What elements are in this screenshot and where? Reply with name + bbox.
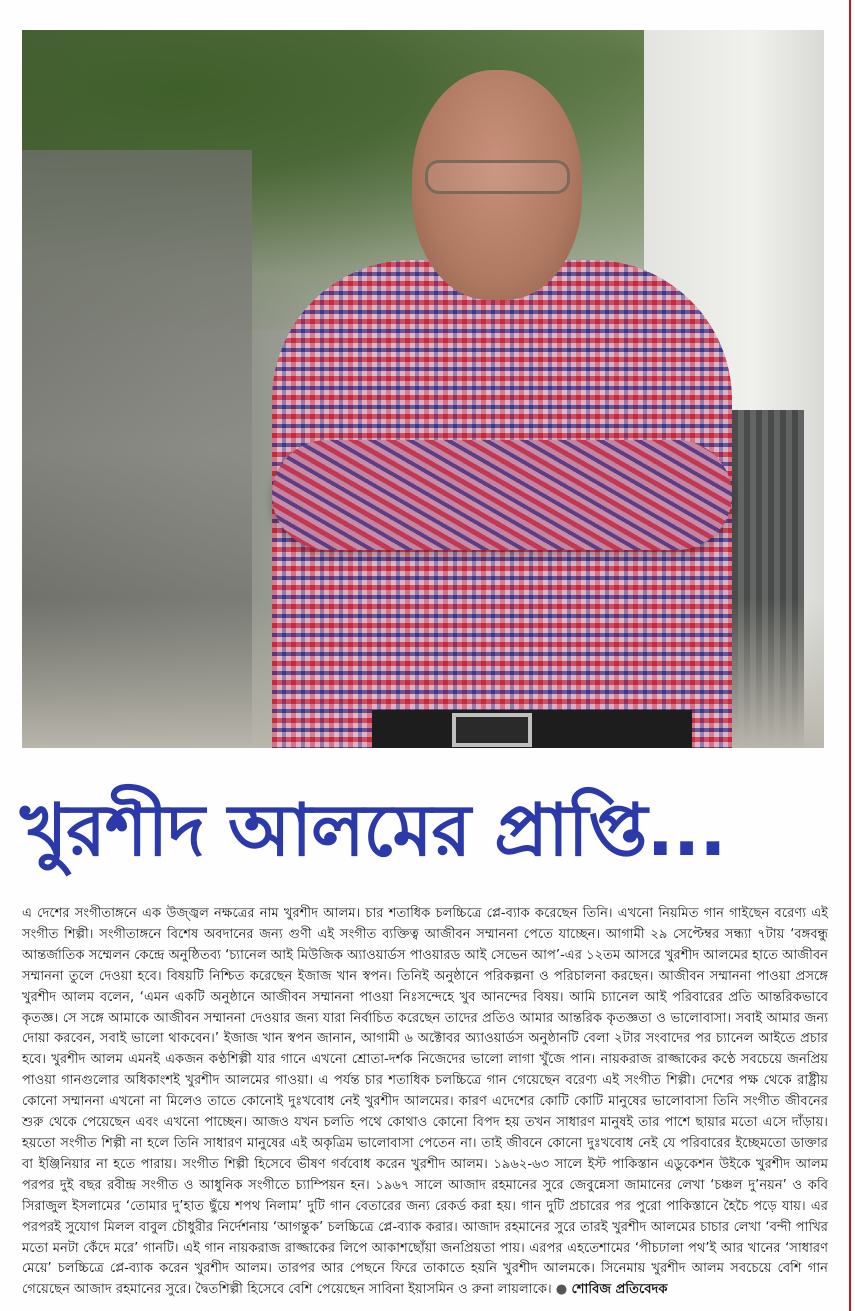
belt bbox=[372, 710, 692, 748]
crossed-arms bbox=[272, 440, 732, 550]
portrait-photo bbox=[22, 30, 824, 748]
article-headline: খুরশীদ আলমের প্রাপ্তি... bbox=[20, 788, 726, 872]
article-byline: শোবিজ প্রতিবেদক bbox=[571, 1282, 668, 1298]
article-body-text: এ দেশের সংগীতাঙ্গনে এক উজ্জ্বল নক্ষত্রের নাম খুরশীদ আলম। চার শতাধিক চলচ্চিত্রে প্লে-ব্যাক করেছেন তিনি। এখনো নিয়মিত গান গাইছেন বরেণ্য এই সংগীত শিল্পী। সংগীতাঙ্গনে বিশেষ অবদানের জন্য গুণী এই সংগীত ব্যক্তিত্ব আজীবন সম্মাননা পেতে যাচ্ছেন। আগামী ২৯ সেপ্টেম্বর সন্ধ্যা ৭টায় ‘বঙ্গবন্ধু আন্তর্জাতিক সম্মেলন কেন্দ্রে অনুষ্ঠিতব্য ‘চ্যানেল আই মিউজিক অ্যাওয়ার্ডস পাওয়ারড আই সেভেন আপ’-এর ১২তম আসরে খুরশীদ আলমের হাতে আজীবন সম্মাননা তুলে দেওয়া হবে। বিষয়টি নিশ্চিত করেছেন ইজাজ খান স্বপন। তিনিই অনুষ্ঠানে পরিকল্পনা ও পরিচালনা করছেন। আজীবন সম্মাননা পাওয়া প্রসঙ্গে খুরশীদ আলম বলেন, ‘এমন একটি অনুষ্ঠানে আজীবন সম্মাননা পাওয়া নিঃসন্দেহে খুব আনন্দের বিষয়। আমি চ্যানেল আই পরিবারের প্রতি আন্তরিকভাবে কৃতজ্ঞ। সে সঙ্গে আমাকে আজীবন সম্মাননা দেওয়ার জন্য যারা নির্বাচিত করেছেন তাদের প্রতিও আমার আন্তরিক কৃতজ্ঞতা ও ভালোবাসা। সবাই আমার জন্য দোয়া করবেন, সবাই ভালো থাকবেন।’ ইজাজ খান স্বপন জানান, আগামী ৬ অক্টোবর অ্যাওয়ার্ডস অনুষ্ঠানটি বেলা ২টার সংবাদের পর চ্যানেল আইতে প্রচার হবে। খুরশীদ আলম এমনই একজন কণ্ঠশিল্পী যার গানে এখনো শ্রোতা-দর্শক নিজেদের ভালো লাগা খুঁজে পান। নায়করাজ রাজ্জাকের কণ্ঠে সবচেয়ে জনপ্রিয় পাওয়া গানগুলোর অধিকাংশই খুরশীদ আলমের গাওয়া। এ পর্যন্ত চার শতাধিক চলচ্চিত্রে গান গেয়েছেন বরেণ্য এই সংগীত শিল্পী। দেশের পক্ষ থেকে রাষ্ট্রীয় কোনো সম্মাননা এখনো না মিলেও তাতে কোনোই দুঃখবোধ নেই খুরশীদ আলমের। কারণ এদেশের কোটি কোটি মানুষের ভালোবাসা তিনি সংগীত জীবনের শুরু থেকে পেয়েছেন এবং এখনো পাচ্ছেন। আজও যখন চলতি পথে কোথাও কোনো বিপদ হয় তখন সাধারণ মানুষই তার পাশে ছায়ার মতো এসে দাঁড়ায়। হয়তো সংগীত শিল্পী না হলে তিনি সাধারণ মানুষের এই অকৃত্রিম ভালোবাসা পেতেন না। তাই জীবনে কোনো দুঃখবোধ নেই যে পরিবারের ইচ্ছেমতো ডাক্তার বা ইঞ্জিনিয়ার না হতে পারায়। সংগীত শিল্পী হিসেবে ভীষণ গর্ববোধ করেন খুরশীদ আলম। ১৯৬২-৬৩ সালে ইস্ট পাকিস্তান এডুকেশন উইকে খুরশীদ আলম পরপর দুই বছর রবীন্দ্র সংগীত ও আধুনিক সংগীতে চ্যাম্পিয়ন হন। ১৯৬৭ সালে আজাদ রহমানের সুরে জেবুন্নেসা জামানের লেখা ‘চঞ্চল দু’নয়ন’ ও কবি সিরাজুল ইসলামের ‘তোমার দু’হাত ছুঁয়ে শপথ নিলাম’ দুটি গান বেতারের জন্য রেকর্ড করা হয়। গান দুটি প্রচারের পর পুরো পাকিস্তানে হৈচৈ পড়ে যায়। এর পরপরই সুযোগ মিলল বাবুল চৌধুরীর নির্দেশনায় ‘আগন্তুক’ চলচ্চিত্রে প্লে-ব্যাক করার। আজাদ রহমানের সুরে তারই খুরশীদ আলমের চাচার লেখা ‘বন্দী পাখির মতো মনটা কেঁদে মরে’ গানটি। এই গান নায়করাজ রাজ্জাকের লিপে আকাশছোঁয়া জনপ্রিয়তা পায়। এরপর এহতেশামের ‘পীচঢালা পথ’ই আর খানের ‘সাধারণ মেয়ে’ চলচ্চিত্রে প্লে-ব্যাক করেন খুরশীদ আলম। তারপর আর পেছনে ফিরে তাকাতে হয়নি খুরশীদ আলমকে। সিনেমায় খুরশীদ আলম সবচেয়ে বেশি গান গেয়েছেন আজাদ রহমানের সুরে। দ্বৈতশিল্পী হিসেবে বেশি পেয়েছেন সাবিনা ইয়াসমিন ও রুনা লায়লাকে। bbox=[22, 906, 828, 1298]
byline-bullet: ● bbox=[555, 1282, 568, 1298]
photo-subject bbox=[272, 70, 732, 748]
page-edge-rule bbox=[849, 0, 851, 1311]
eyeglasses bbox=[425, 160, 570, 194]
article-body bbox=[22, 904, 828, 1301]
belt-buckle bbox=[452, 713, 532, 747]
